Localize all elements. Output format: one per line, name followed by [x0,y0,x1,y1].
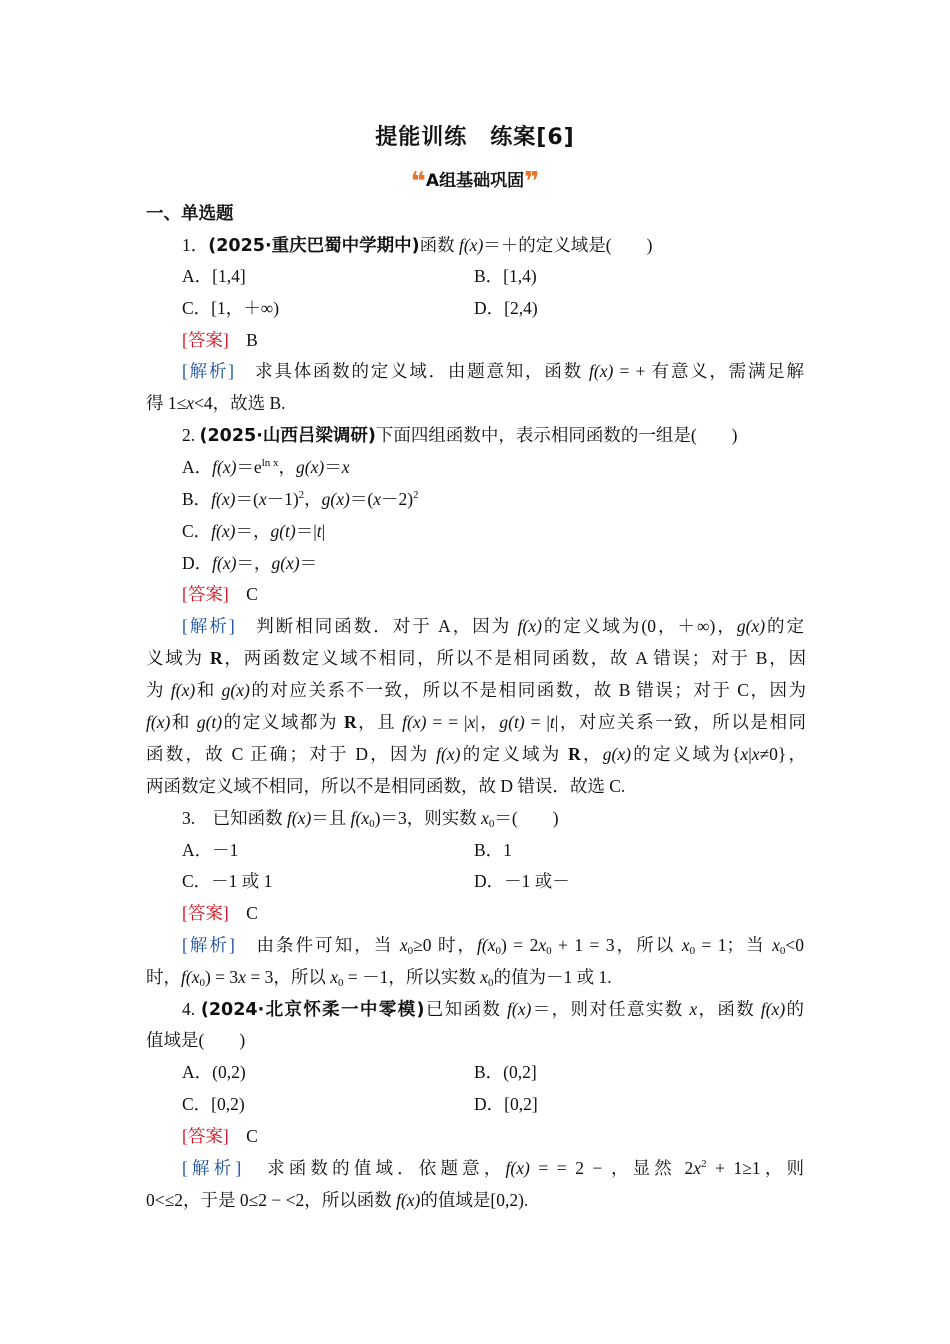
analysis-label: [解析] [182,616,235,636]
q4-option-d: D．[0,2] [474,1094,538,1114]
q4-analysis-line-2: 0<≤2，于是 0≤2 − <2，所以函数 f(x)的值域是[0,2). [146,1190,529,1210]
question-source: (2024·北京怀柔一中零模) [200,1000,425,1020]
analysis-label: [解析] [182,1158,242,1178]
q1-option-d: D．[2,4) [474,298,538,318]
q1-analysis-line-1: [解析] 求具体函数的定义域．由题意知，函数 f(x) = + 有意义，需满足解 [182,361,805,381]
q2-option-a: A．$f(x)=e^{ln x}$，g(x)＝x [182,457,350,477]
q3-analysis-line-2: 时，$f(x_0) = 3x = 3$，所以 $x_0 = -1$，所以实数 $x_0$的值为－1 或 1. [146,967,612,989]
q3-option-b: B．1 [474,840,512,860]
q4-option-b: B．(0,2] [474,1062,537,1082]
q1-answer: [答案] B [182,330,258,350]
group-banner [0,166,950,197]
question-1-stem: 1．(2025·重庆巴蜀中学期中)函数 f(x)＝＋的定义域是( ) [182,235,653,256]
answer-label: [答案] [182,1126,229,1146]
question-2-stem: 2. (2025·山西吕梁调研)下面四组函数中，表示相同函数的一组是( ) [182,425,738,446]
q2-analysis-line-1: [解析] 判断相同函数．对于 A，因为 f(x)的定义域为(0，＋∞)，g(x)的定 [182,616,805,636]
question-4-stem-line-2: 值域是( ) [146,1030,246,1050]
q2-analysis-line-5: 函数，故 C 正确；对于 D，因为 f(x)的定义域为 R，g(x)的定义域为{x|x≠0}， [146,744,806,764]
q4-option-c: C．[0,2) [182,1094,245,1114]
q2-option-d: D．f(x)＝，g(x)＝ [182,553,318,573]
q2-analysis-line-4: f(x)和 g(t)的定义域都为 R，且 f(x) = = |x|，g(t) = |t|，对应关系一致，所以是相同 [146,712,807,732]
q3-option-c: C．－1 或 1 [182,871,273,891]
answer-label: [答案] [182,903,229,923]
q3-answer: [答案] C [182,903,258,923]
q2-option-c: C．f(x)＝，g(t)＝|t| [182,521,326,541]
q2-analysis-line-2: 义域为 R，两函数定义域不相同，所以不是相同函数，故 A 错误；对于 B，因 [146,648,807,668]
q4-answer: [答案] C [182,1126,258,1146]
q4-analysis-line-1: [解析] 求函数的值域．依题意，f(x) = = 2 − ，显然 $2x^2 + 1\ge 1$，则 [182,1158,805,1178]
q1-option-b: B．[1,4) [474,266,537,286]
analysis-label: [解析] [182,935,235,955]
q1-option-a: A．[1,4] [182,266,246,286]
question-3-stem: 3. 已知函数 f(x)＝且 $f(x_0)=3$，则实数 $x_0=$( ) [182,808,559,830]
q3-analysis-line-1: [解析] 由条件可知，当 $x_0\ge 0$ 时，$f(x_0) = 2x_0 + 1 = 3$，所以 $x_0 = 1$；当 $x_0<0$ [182,935,805,957]
q3-option-d: D．－1 或－ [474,871,570,891]
question-source: (2025·重庆巴蜀中学期中) [208,236,420,256]
q2-analysis-line-3: 为 f(x)和 g(x)的对应关系不一致，所以不是相同函数，故 B 错误；对于 C，因为 [146,680,807,700]
q2-answer: [答案] C [182,584,258,604]
close-quote-icon: ❞ [524,167,540,197]
open-quote-icon: ❝ [410,167,426,197]
answer-label: [答案] [182,330,229,350]
group-label: A组基础巩固 [425,171,525,191]
q2-option-b: B．$f(x)=(x-1)^2$，$g(x)=(x-2)^2$ [182,489,419,509]
q2-analysis-line-6: 两函数定义域不相同，所以不是相同函数，故 D 错误．故选 C. [146,776,626,796]
question-source: (2025·山西吕梁调研) [199,426,376,446]
q1-option-c: C．[1，＋∞) [182,298,280,318]
page-title: 提能训练 练案[6] [375,125,575,150]
q1-analysis-line-2: 得 1≤x<4，故选 B. [146,393,286,413]
question-4-stem: 4. (2024·北京怀柔一中零模)已知函数 f(x)＝，则对任意实数 x，函数 f(x)的 [182,999,805,1020]
analysis-label: [解析] [182,361,235,381]
q3-option-a: A．－1 [182,840,239,860]
answer-label: [答案] [182,584,229,604]
q4-option-a: A．(0,2) [182,1062,246,1082]
section-heading: 一、单选题 [146,204,234,224]
